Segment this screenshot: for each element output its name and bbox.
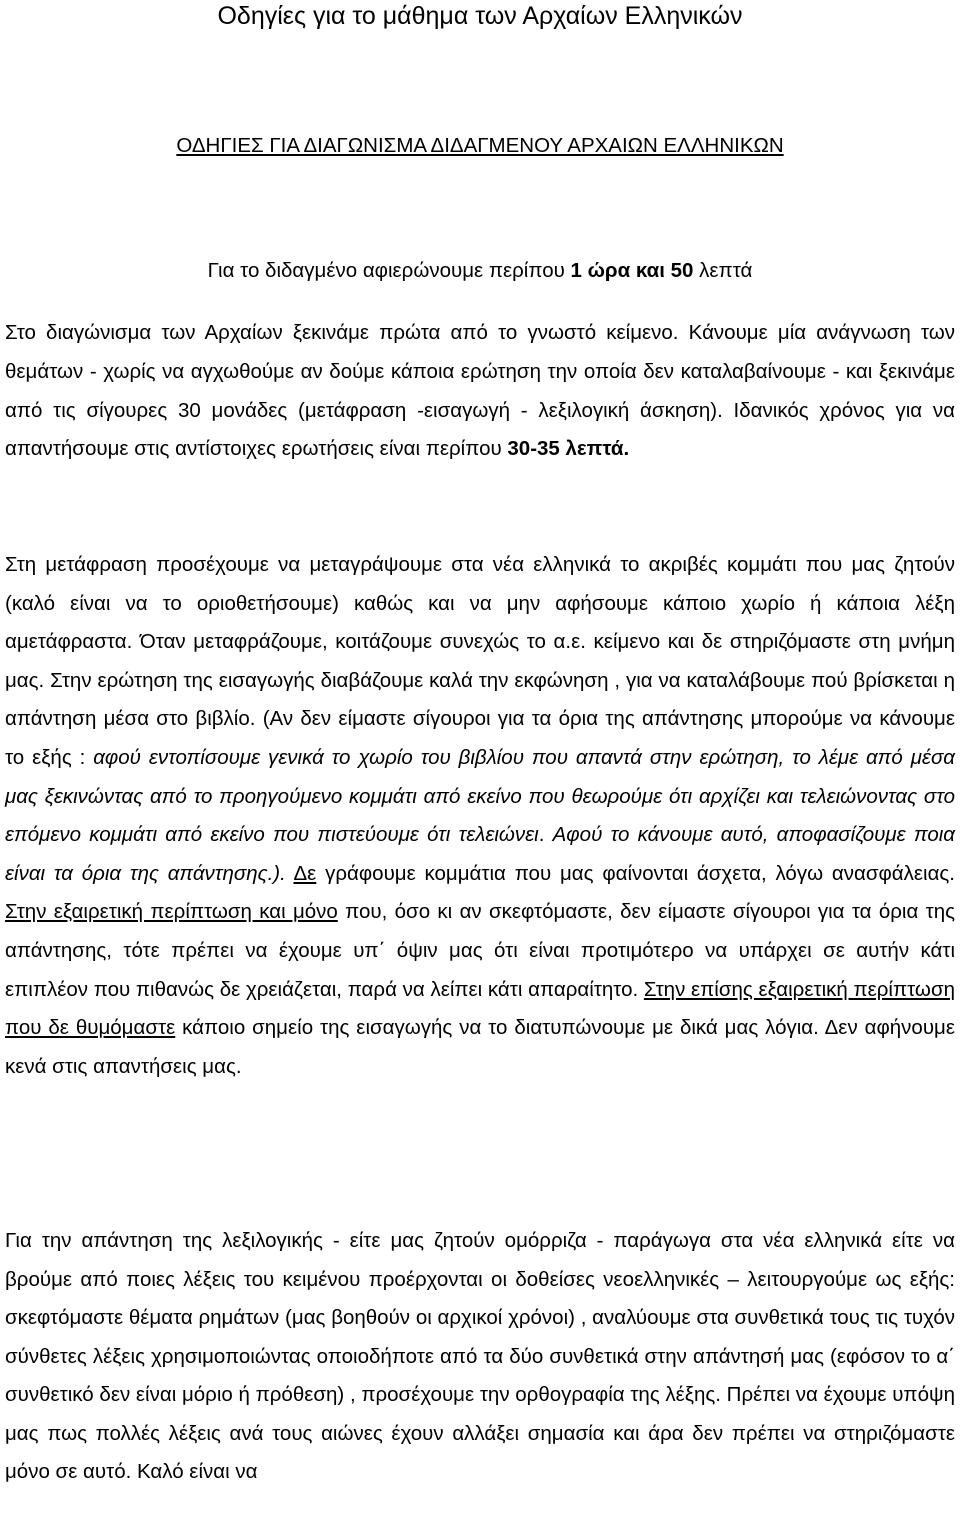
paragraph2-text2: . xyxy=(538,823,553,847)
paragraph2-underline2: Στην εξαιρετική περίπτωση και μόνο xyxy=(5,900,338,924)
paragraph2-italic2: Αφού το κάνουμε αυτό, αποφασίζουμε ποια είναι τα όρια της απάντησης.). xyxy=(5,823,955,885)
paragraph2-text3: γράφουμε κομμάτια που μας φαίνονται άσχετα, λόγω ανασφάλειας. xyxy=(316,861,955,885)
paragraph-translation xyxy=(5,546,955,1086)
page-title: Οδηγίες για το μάθημα των Αρχαίων Ελληνικών xyxy=(217,2,743,30)
time-line-text: Για το διδαγμένο αφιερώνουμε περίπου xyxy=(207,259,571,282)
paragraph2-italic: αφού εντοπίσουμε γενικά το χωρίο του βιβλίου που απαντά στην ερώτηση, το λέμε από μέσα μας ξεκινώντας από το προηγούμενο κομμάτι από εκείνο που θεωρούμε ότι αρχίζει και τελειώνοντας στο επόμενο κομμάτι από εκείνο που πιστεύουμε ότι τελειώνει xyxy=(5,745,955,847)
time-line-bold: 1 ώρα και 50 xyxy=(570,259,694,282)
paragraph1-bold: 30-35 xyxy=(507,437,560,461)
paragraph2-underline1: Δε xyxy=(293,861,317,885)
paragraph1-text: Στο διαγώνισμα των Αρχαίων ξεκινάμε πρώτα από το γνωστό κείμενο. Κάνουμε μία ανάγνωση των θεμάτων - χωρίς να αγχωθούμε αν δούμε κάποια ερώτηση την οποία δεν καταλαβαίνουμε - και ξεκινάμε από τις σίγουρες 30 μονάδες (μετάφραση -εισαγωγή - λεξιλογική άσκηση). Ιδανικός χρόνος για να απαντήσουμε στις αντίστοιχες ερωτήσεις είναι περίπου xyxy=(5,321,955,461)
document-subtitle: ΟΔΗΓΙΕΣ ΓΙΑ ΔΙΑΓΩΝΙΣΜΑ ΔΙΔΑΓΜΕΝΟΥ ΑΡΧΑΙΩΝ ΕΛΛΗΝΙΚΩΝ xyxy=(176,134,784,157)
time-allocation-line xyxy=(0,258,960,284)
paragraph2-underline3: Στην επίσης εξαιρετική περίπτωση που δε θυμόμαστε xyxy=(5,977,955,1040)
time-line-suffix: λεπτά xyxy=(693,259,753,282)
paragraph-exam-order xyxy=(5,314,955,469)
paragraph-vocabulary xyxy=(5,1222,955,1492)
paragraph3-text: Για την απάντηση της λεξιλογικής - είτε μας ζητούν ομόρριζα - παράγωγα στα νέα ελληνικά είτε να βρούμε από ποιες λέξεις του κειμένου προέρχονται οι δοθείσες νεοελληνικές – λειτουργούμε ως εξής: σκεφτόμαστε θέματα ρημάτων (μας βοηθούν οι αρχικοί χρόνοι) , αναλύουμε στα συνθετικά τους τις τυχόν σύνθετες λέξεις χρησιμοποιώντας οποιοδήποτε από τα δύο συνθετικά στην απάντησή μας (εφόσον το α΄ συνθετικό δεν είναι μόριο ή πρόθεση) , προσέχουμε την ορθογραφία της λέξης. Πρέπει να έχουμε υπόψη μας πως πολλές λέξεις ανά τους αιώνες έχουν αλλάξει σημασία και άρα δεν πρέπει να στηριζόμαστε μόνο σε αυτό. Καλό είναι να xyxy=(5,1229,955,1483)
paragraph2-text5: κάποιο σημείο της εισαγωγής να το διατυπώνουμε με δικά μας λόγια. Δεν αφήνουμε κενά στις απαντήσεις μας. xyxy=(5,1016,955,1078)
paragraph1-end: λεπτά. xyxy=(559,437,630,461)
paragraph2-text1: Στη μετάφραση προσέχουμε να μεταγράψουμε στα νέα ελληνικά το ακριβές κομμάτι που μας ζητούν (καλό είναι να το οριοθετήσουμε) καθώς και να μην αφήσουμε κάποιο χωρίο ή κάποια λέξη αμετάφραστα. Όταν μεταφράζουμε, κοιτάζουμε συνεχώς το α.ε. κείμενο και δε στηριζόμαστε στη μνήμη μας. Στην ερώτηση της εισαγωγής διαβάζουμε καλά την εκφώνηση , για να καταλάβουμε πού βρίσκεται η απάντηση μέσα στο βιβλίο. (Αν δεν είμαστε σίγουροι για τα όρια της απάντησης μπορούμε να κάνουμε το εξής : xyxy=(5,553,955,769)
paragraph2-text4: που, όσο κι αν σκεφτόμαστε, δεν είμαστε σίγουροι για τα όρια της απάντησης, τότε πρέπει να έχουμε υπ΄ όψιν μας ότι είναι προτιμότερο να υπάρχει σε αυτήν κάτι επιπλέον που πιθανώς δε χρειάζεται, παρά να λείπει κάτι απαραίτητο. xyxy=(5,900,955,1001)
